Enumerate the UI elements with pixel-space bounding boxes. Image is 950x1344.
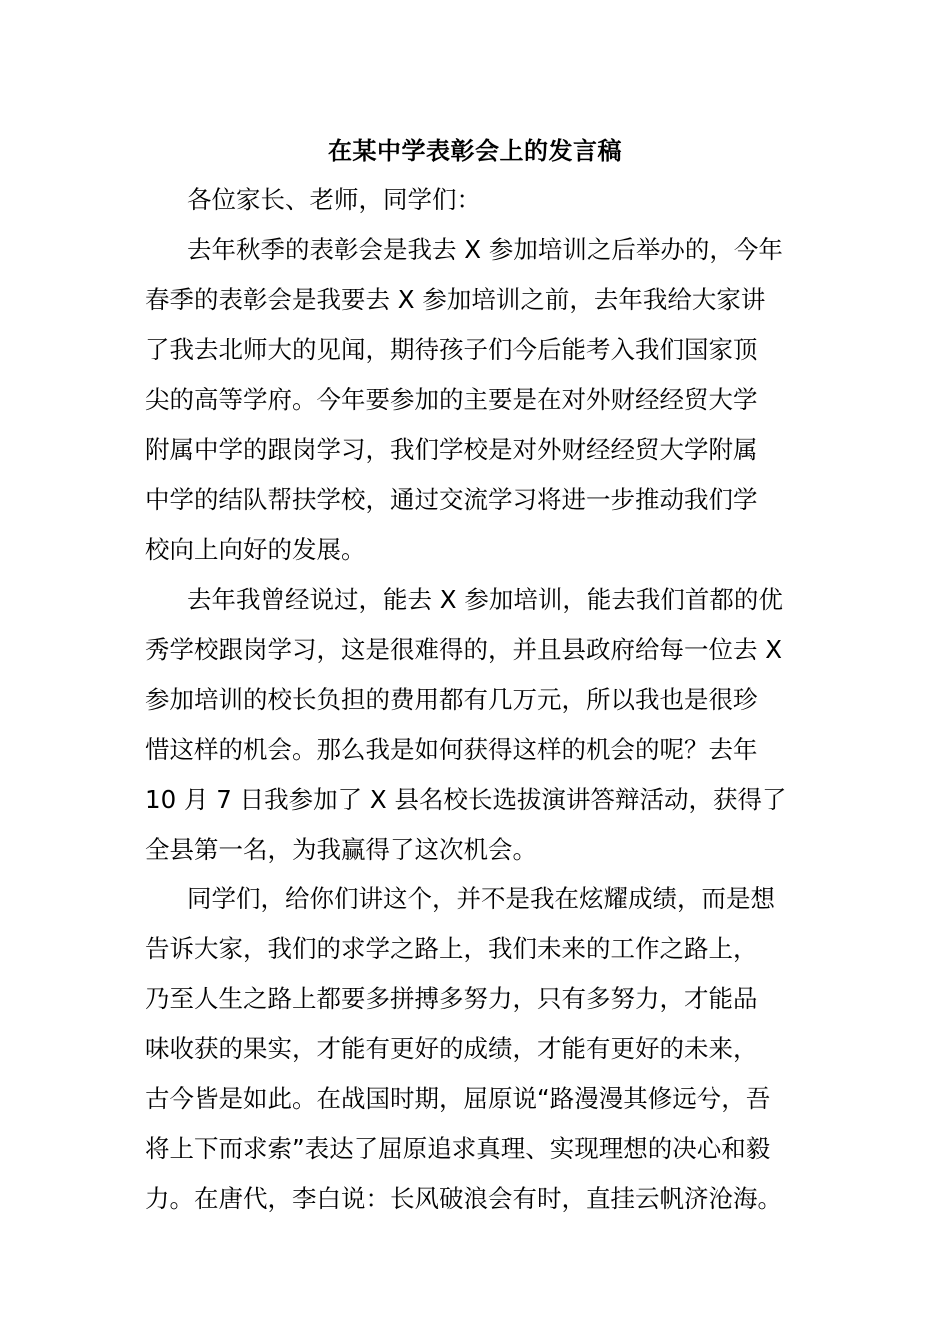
salutation-line: 各位家长、老师，同学们： — [187, 185, 481, 214]
paragraph-line: 尖的高等学府。今年要参加的主要是在对外财经经贸大学 — [145, 385, 758, 414]
paragraph-line: 去年秋季的表彰会是我去 X 参加培训之后举办的，今年 — [187, 235, 783, 264]
paragraph-line: 校向上向好的发展。 — [145, 535, 366, 564]
paragraph-line: 参加培训的校长负担的费用都有几万元，所以我也是很珍 — [145, 685, 758, 714]
paragraph-line: 将上下而求索”表达了屈原追求真理、实现理想的决心和毅 — [145, 1134, 771, 1163]
paragraph-line: 了我去北师大的见闻，期待孩子们今后能考入我们国家顶 — [145, 335, 758, 364]
paragraph-line: 古今皆是如此。在战国时期，屈原说“路漫漫其修远兮，吾 — [145, 1084, 771, 1113]
paragraph-line: 惜这样的机会。那么我是如何获得这样的机会的呢？去年 — [145, 735, 758, 764]
paragraph-line: 味收获的果实，才能有更好的成绩，才能有更好的未来， — [145, 1034, 758, 1063]
paragraph-line: 秀学校跟岗学习，这是很难得的，并且县政府给每一位去 X — [145, 635, 783, 664]
paragraph-line: 中学的结队帮扶学校，通过交流学习将进一步推动我们学 — [145, 485, 758, 514]
paragraph-line: 附属中学的跟岗学习，我们学校是对外财经经贸大学附属 — [145, 435, 758, 464]
paragraph-line: 力。在唐代，李白说：长风破浪会有时，直挂云帆济沧海。 — [145, 1184, 782, 1213]
paragraph-line: 告诉大家，我们的求学之路上，我们未来的工作之路上， — [145, 934, 758, 963]
paragraph-line: 全县第一名，为我赢得了这次机会。 — [145, 835, 537, 864]
paragraph-line: 春季的表彰会是我要去 X 参加培训之前，去年我给大家讲 — [145, 285, 766, 314]
document-title: 在某中学表彰会上的发言稿 — [328, 137, 622, 165]
paragraph-line: 乃至人生之路上都要多拼搏多努力，只有多努力，才能品 — [145, 984, 758, 1013]
paragraph-line: 去年我曾经说过，能去 X 参加培训，能去我们首都的优 — [187, 585, 783, 614]
paragraph-line: 同学们，给你们讲这个，并不是我在炫耀成绩，而是想 — [187, 884, 775, 913]
paragraph-line: 10 月 7 日我参加了 X 县名校长选拔演讲答辩活动，获得了 — [145, 785, 787, 814]
